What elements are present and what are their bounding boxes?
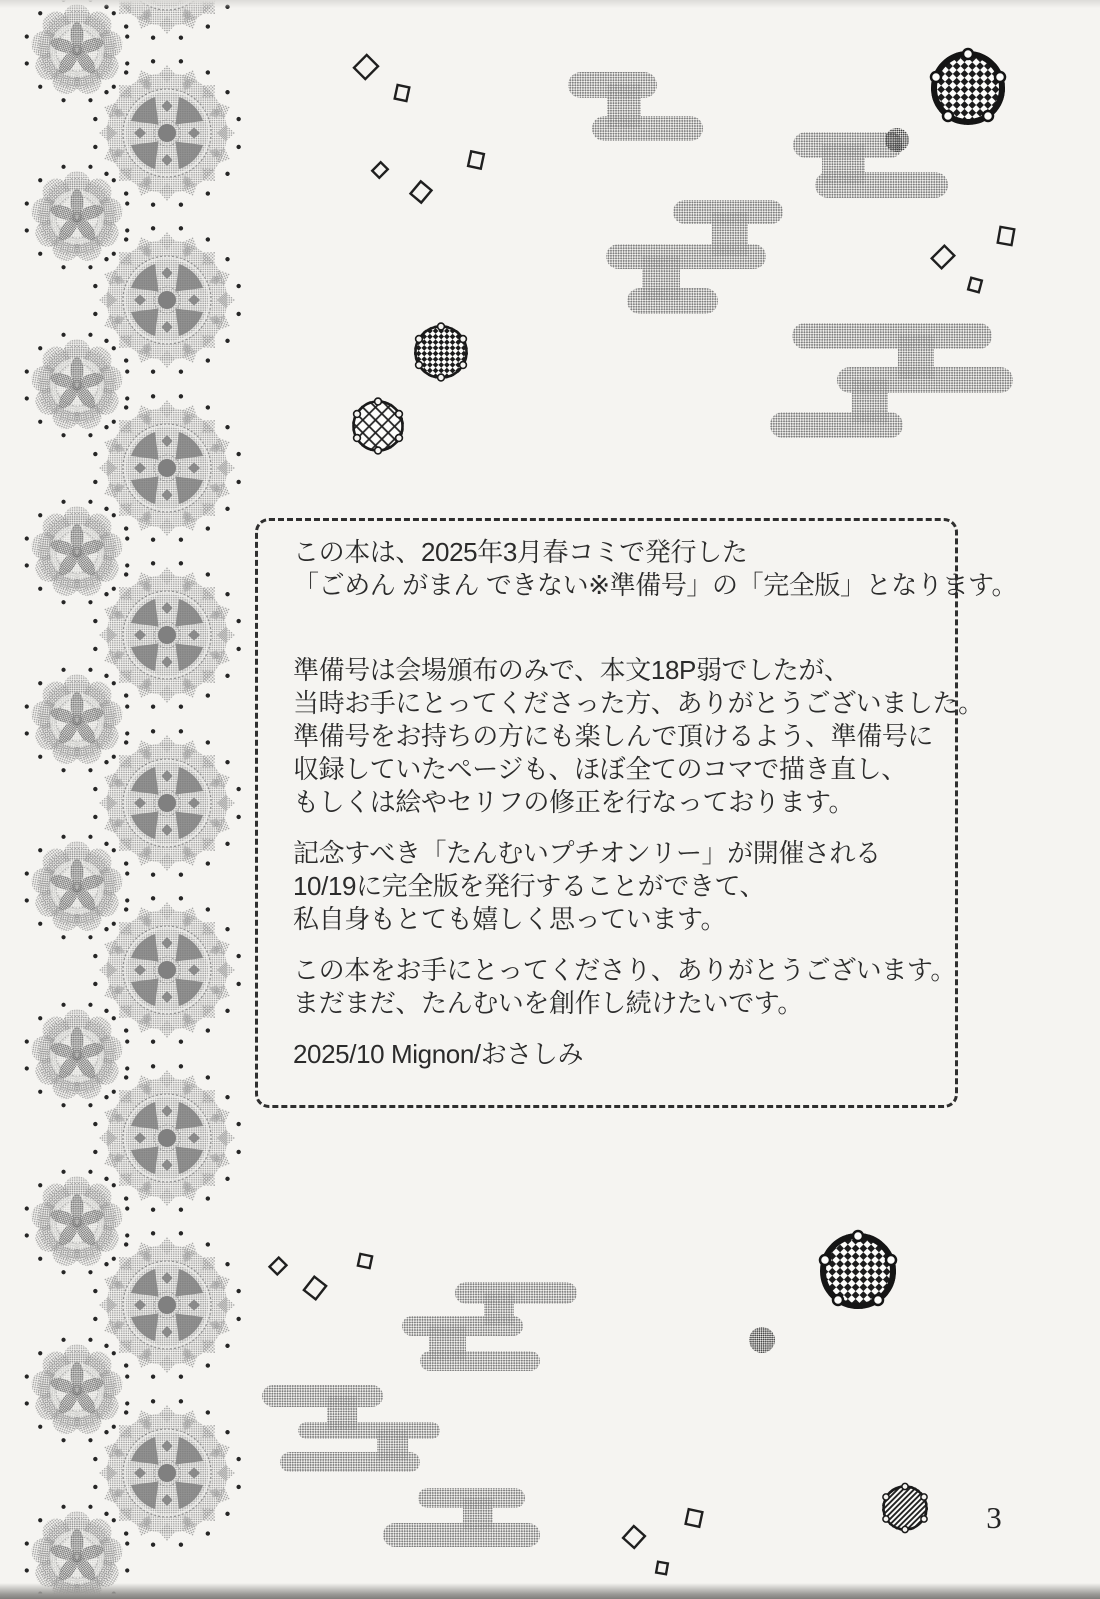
afterword-line: この本をお手にとってくださり、ありがとうございます。 xyxy=(293,955,957,985)
lace-doily-border xyxy=(24,0,241,1599)
hatched-temari-ball-icon xyxy=(882,1483,928,1532)
confetti-square-icon xyxy=(270,1258,287,1275)
afterword-line: 10/19に完全版を発行することができて、 xyxy=(293,871,766,901)
confetti-square-icon xyxy=(998,227,1015,245)
checkered-temari-ball-icon xyxy=(931,49,1005,125)
confetti-square-icon xyxy=(372,162,388,178)
afterword-line: この本は、2025年3月春コミで発行した xyxy=(293,537,748,567)
afterword-line: 収録していたページも、ほぼ全てのコマで描き直し、 xyxy=(293,754,907,784)
afterword-line: 準備号は会場頒布のみで、本文18P弱でしたが、 xyxy=(293,655,850,685)
confetti-square-icon xyxy=(932,246,955,269)
egasumi-cloud-icon xyxy=(568,72,703,141)
afterword-line: 準備号をお持ちの方にも楽しんで頂けるよう、準備号に xyxy=(293,721,934,751)
halftone-dot-ball-icon xyxy=(749,1327,775,1353)
confetti-square-icon xyxy=(656,1562,668,1575)
confetti-square-icon xyxy=(468,151,484,168)
afterword-signature xyxy=(293,1038,931,1071)
afterword-line: もしくは絵やセリフの修正を行なっております。 xyxy=(293,787,855,817)
afterword-line: 当時お手にとってくださった方、ありがとうございました。 xyxy=(293,688,984,718)
afterword-line: 私自身もとても嬉しく思っています。 xyxy=(293,904,727,934)
confetti-square-icon xyxy=(968,278,982,292)
afterword-paragraph xyxy=(293,536,1018,602)
afterword-paragraph xyxy=(293,837,931,936)
afterword-paragraph xyxy=(293,954,957,1020)
confetti-square-icon xyxy=(686,1509,703,1527)
checkered-temari-ball-icon xyxy=(414,323,468,381)
afterword-paragraph xyxy=(293,654,984,819)
egasumi-cloud-icon xyxy=(402,1282,577,1371)
egasumi-cloud-group-top xyxy=(568,72,1013,438)
checkered-temari-ball-icon xyxy=(820,1231,896,1309)
afterword-line: 「ごめん がまん できない※準備号」の「完全版」となります。 xyxy=(293,570,1018,600)
egasumi-cloud-icon xyxy=(262,1385,440,1472)
egasumi-cloud-group-bottom xyxy=(262,1282,577,1547)
scan-edge-bottom xyxy=(0,1583,1100,1599)
scan-edge-top xyxy=(0,0,1100,8)
confetti-square-icon xyxy=(358,1254,372,1268)
afterword-box xyxy=(255,518,1018,1108)
egasumi-cloud-icon xyxy=(793,132,948,198)
afterword-line: 記念すべき「たんむいプチオンリー」が開催される xyxy=(293,838,881,868)
signature-line: 2025/10 Mignon/おさしみ xyxy=(293,1039,584,1069)
sayagata-temari-ball-icon xyxy=(352,398,404,454)
halftone-dot-ball-icon xyxy=(885,128,909,152)
confetti-square-icon xyxy=(410,181,431,202)
egasumi-cloud-icon xyxy=(383,1488,540,1547)
confetti-square-icon xyxy=(623,1526,645,1548)
page-number: 3 xyxy=(986,1500,1002,1535)
confetti-square-icon xyxy=(395,85,410,101)
egasumi-cloud-icon xyxy=(770,323,1013,438)
egasumi-cloud-icon xyxy=(606,200,783,314)
confetti-square-icon xyxy=(354,55,378,79)
afterword-line: まだまだ、たんむいを創作し続けたいです。 xyxy=(293,988,803,1018)
confetti-square-icon xyxy=(304,1277,326,1300)
